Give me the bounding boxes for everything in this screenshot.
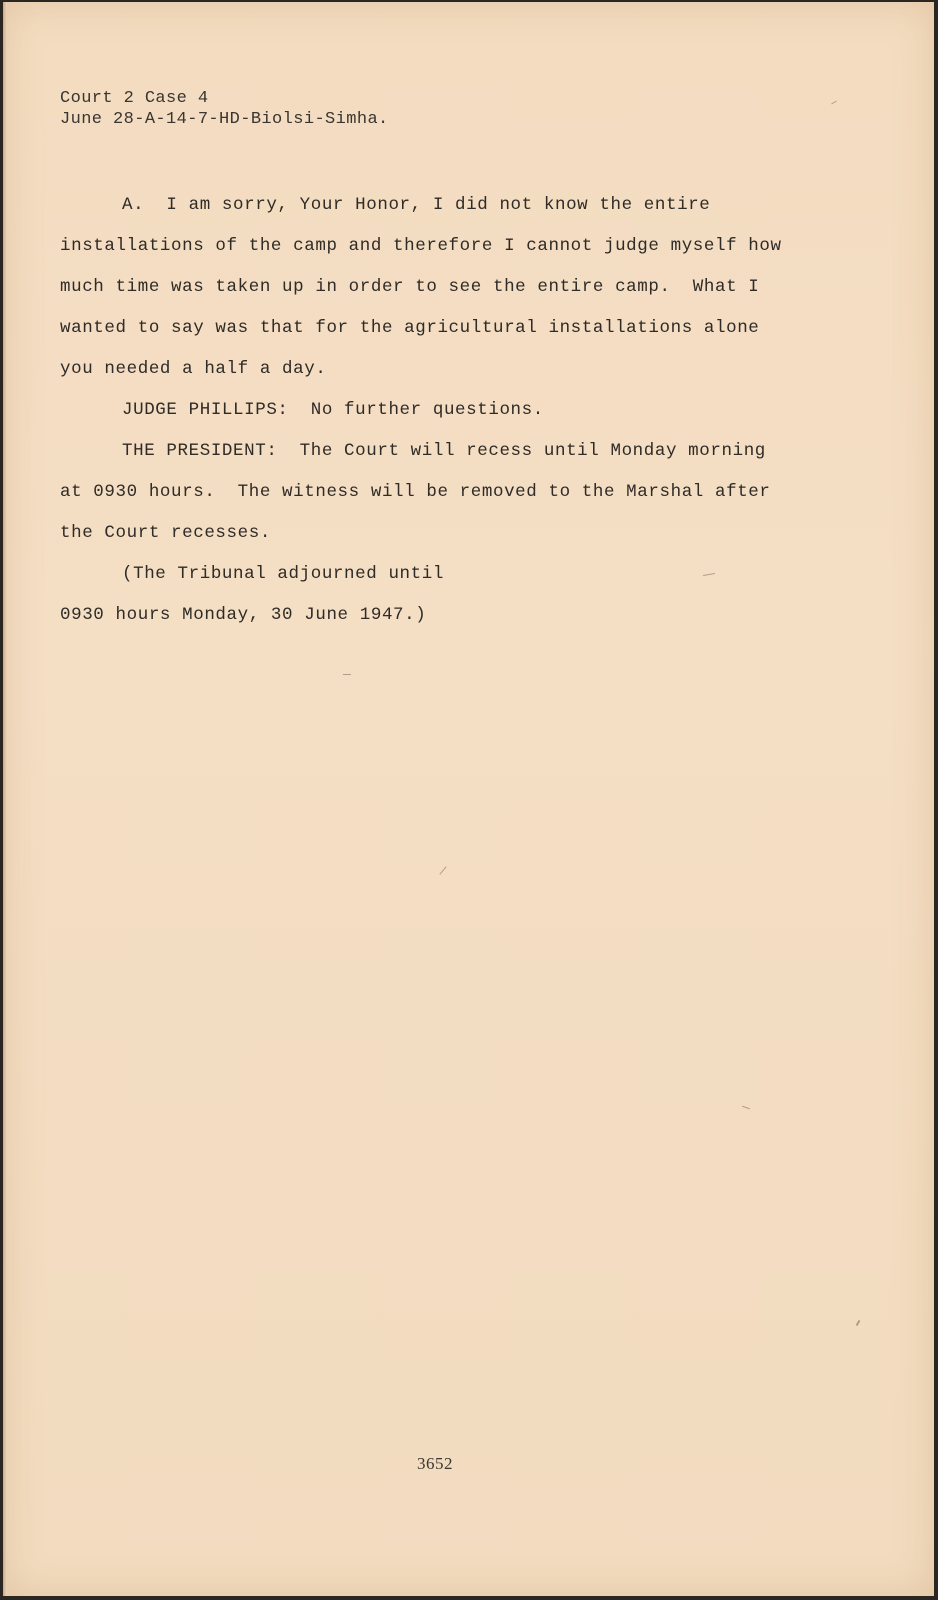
- document-header: [60, 88, 389, 130]
- header-reference: June 28-A-14-7-HD-Biolsi-Simha.: [60, 110, 389, 129]
- witness-answer-paragraph: A. I am sorry, Your Honor, I did not know the entire installations of the camp and therefore I cannot judge myself how much time was taken up in order to see the entire camp. What I wanted to say was that for the agricultural installations alone you needed a half a day.: [60, 195, 793, 379]
- page-edge-shadow: [3, 2, 7, 1596]
- page-number: 3652: [417, 1454, 453, 1473]
- paper-speck: [439, 866, 446, 874]
- president-paragraph: THE PRESIDENT: The Court will recess until Monday morning at 0930 hours. The witness will be removed to the Marshal after the Court recesses.: [60, 441, 782, 543]
- paper-speck: [831, 101, 837, 105]
- paper-speck: [343, 674, 351, 675]
- transcript-body: [60, 185, 793, 636]
- paper-speck: [856, 1320, 861, 1326]
- paper-speck: [742, 1106, 750, 1110]
- document-page: [3, 2, 934, 1596]
- judge-phillips-paragraph: JUDGE PHILLIPS: No further questions.: [122, 400, 544, 420]
- adjournment-paragraph: (The Tribunal adjourned until 0930 hours Monday, 30 June 1947.): [60, 564, 456, 625]
- header-court-case: Court 2 Case 4: [60, 89, 209, 108]
